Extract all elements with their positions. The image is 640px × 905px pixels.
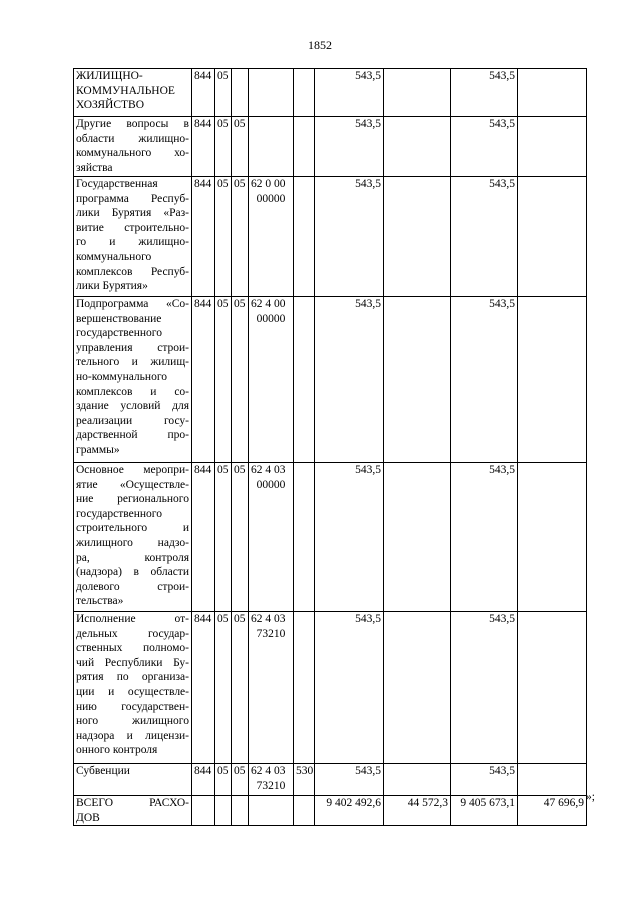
name-line: ного жилищного (76, 715, 189, 728)
cell-gr: 844 (192, 463, 215, 612)
name-line: но-коммунального (76, 370, 168, 383)
name-line: ДОВ (76, 811, 100, 824)
name-line: дельных государ- (76, 627, 189, 640)
name-line: коммунального (76, 250, 152, 263)
name-line: Подпрограмма «Со- (76, 298, 189, 310)
cell-sum-2 (384, 117, 451, 177)
cell-sum-2 (384, 463, 451, 612)
name-line: лики Бурятия «Раз- (76, 207, 189, 220)
csr-line: 62 4 03 (251, 613, 286, 625)
cell-sum-4 (518, 117, 587, 177)
name-line: управления строи- (76, 341, 189, 354)
cell-vr (294, 177, 315, 297)
cell-name (74, 796, 192, 826)
name-line: программа Респуб- (76, 192, 189, 205)
cell-rz: 05 (215, 297, 232, 463)
cell-csr (249, 69, 294, 117)
cell-name (74, 764, 192, 796)
name-line: ра, контроля (76, 551, 189, 564)
cell-sum-1: 9 402 492,6 (315, 796, 384, 826)
name-line: государственного (76, 327, 162, 340)
name-line: вершенствование (76, 312, 162, 325)
cell-sum-3: 543,5 (451, 297, 518, 463)
name-line: (надзора) в области (76, 566, 189, 579)
cell-pr: 05 (232, 463, 249, 612)
cell-rz: 05 (215, 117, 232, 177)
cell-pr: 05 (232, 764, 249, 796)
cell-vr (294, 117, 315, 177)
cell-pr: 05 (232, 117, 249, 177)
cell-csr (249, 764, 294, 796)
cell-name (74, 463, 192, 612)
name-line: ХОЗЯЙСТВО (76, 99, 144, 112)
name-line: ЖИЛИЩНО- (76, 70, 143, 82)
csr-line: 62 4 00 (251, 298, 286, 310)
cell-pr: 05 (232, 177, 249, 297)
cell-rz: 05 (215, 463, 232, 612)
cell-csr (249, 796, 294, 826)
table-row (74, 117, 587, 177)
table-row (74, 764, 587, 796)
name-line: КОММУНАЛЬНОЕ (76, 84, 175, 97)
cell-sum-1: 543,5 (315, 69, 384, 117)
cell-pr (232, 796, 249, 826)
cell-name (74, 612, 192, 764)
name-line: тельства» (76, 595, 124, 608)
cell-gr: 844 (192, 177, 215, 297)
cell-sum-2 (384, 69, 451, 117)
name-line: государственного (76, 507, 162, 520)
cell-vr (294, 297, 315, 463)
cell-vr (294, 612, 315, 764)
cell-sum-4 (518, 463, 587, 612)
csr-line: 62 4 03 (251, 464, 286, 476)
csr-line: 62 4 03 (251, 765, 286, 777)
cell-gr: 844 (192, 69, 215, 117)
cell-name (74, 297, 192, 463)
cell-sum-3: 543,5 (451, 463, 518, 612)
cell-sum-1: 543,5 (315, 177, 384, 297)
cell-sum-4 (518, 612, 587, 764)
cell-sum-3: 543,5 (451, 177, 518, 297)
cell-sum-2: 44 572,3 (384, 796, 451, 826)
cell-sum-4 (518, 69, 587, 117)
cell-sum-1: 543,5 (315, 764, 384, 796)
cell-sum-4 (518, 177, 587, 297)
name-line: комплексов Респуб- (76, 265, 189, 278)
table-row (74, 463, 587, 612)
cell-sum-1: 543,5 (315, 117, 384, 177)
csr-line: 62 0 00 (251, 178, 286, 190)
cell-sum-3: 543,5 (451, 69, 518, 117)
name-line: го и жилищно- (76, 236, 189, 249)
cell-vr (294, 796, 315, 826)
name-line: граммы» (76, 443, 120, 456)
cell-gr: 844 (192, 297, 215, 463)
csr-line: 73210 (256, 627, 286, 640)
table-row (74, 177, 587, 297)
cell-csr (249, 117, 294, 177)
cell-csr (249, 297, 294, 463)
cell-vr (294, 69, 315, 117)
cell-sum-4 (518, 764, 587, 796)
name-line: ВСЕГО РАСХО- (76, 797, 189, 809)
table-row (74, 69, 587, 117)
name-line: Субвенции (76, 765, 130, 777)
cell-sum-2 (384, 764, 451, 796)
name-line: рятия по организа- (76, 671, 189, 684)
table-row (74, 796, 587, 826)
name-line: реализации госу- (76, 414, 189, 427)
cell-sum-2 (384, 177, 451, 297)
cell-csr (249, 463, 294, 612)
table-row (74, 612, 587, 764)
cell-sum-2 (384, 297, 451, 463)
cell-rz (215, 796, 232, 826)
cell-vr (294, 463, 315, 612)
cell-name (74, 69, 192, 117)
cell-sum-3: 543,5 (451, 612, 518, 764)
name-line: Основное меропри- (76, 464, 189, 476)
name-line: лики Бурятия» (76, 280, 148, 293)
cell-rz: 05 (215, 177, 232, 297)
budget-table-body (74, 69, 587, 826)
name-line: дарственной про- (76, 429, 189, 442)
name-line: долевого строи- (76, 580, 189, 593)
name-line: ние регионального (76, 493, 189, 506)
name-line: Государственная (76, 178, 158, 190)
csr-line: 00000 (256, 478, 286, 491)
cell-pr: 05 (232, 297, 249, 463)
cell-sum-3: 9 405 673,1 (451, 796, 518, 826)
name-line: ственных полномо- (76, 642, 189, 655)
cell-gr: 844 (192, 764, 215, 796)
cell-pr (232, 69, 249, 117)
cell-name (74, 117, 192, 177)
cell-sum-4 (518, 297, 587, 463)
name-line: коммунального хо- (76, 147, 189, 160)
cell-csr (249, 177, 294, 297)
name-line: зяйства (76, 161, 113, 174)
name-line: тельного и жилищ- (76, 356, 189, 369)
name-line: витие строительно- (76, 221, 189, 234)
name-line: области жилищно- (76, 132, 189, 145)
cell-name (74, 177, 192, 297)
name-line: надзора и лицензи- (76, 729, 189, 742)
name-line: Другие вопросы в (76, 118, 189, 130)
name-line: Исполнение от- (76, 613, 189, 625)
name-line: комплексов и со- (76, 385, 189, 398)
name-line: ции и осуществле- (76, 685, 189, 698)
cell-gr (192, 796, 215, 826)
name-line: ятие «Осуществле- (76, 478, 189, 491)
name-line: онного контроля (76, 744, 158, 757)
name-line: нию государствен- (76, 700, 189, 713)
cell-sum-1: 543,5 (315, 297, 384, 463)
cell-gr: 844 (192, 612, 215, 764)
cell-rz: 05 (215, 612, 232, 764)
cell-sum-2 (384, 612, 451, 764)
table-row (74, 297, 587, 463)
csr-line: 00000 (256, 312, 286, 325)
csr-line: 00000 (256, 192, 286, 205)
cell-gr: 844 (192, 117, 215, 177)
name-line: жилищного надзо- (76, 536, 189, 549)
cell-csr (249, 612, 294, 764)
page-number: 1852 (308, 38, 332, 52)
cell-sum-3: 543,5 (451, 117, 518, 177)
cell-pr: 05 (232, 612, 249, 764)
cell-sum-1: 543,5 (315, 612, 384, 764)
name-line: строительного и (76, 522, 189, 535)
name-line: здание условий для (76, 400, 189, 413)
cell-rz: 05 (215, 764, 232, 796)
cell-sum-3: 543,5 (451, 764, 518, 796)
csr-line: 73210 (256, 779, 286, 792)
cell-sum-4: 47 696,9 (518, 796, 587, 826)
closing-quote-mark: »; (586, 791, 595, 803)
budget-table (73, 68, 587, 826)
cell-rz: 05 (215, 69, 232, 117)
name-line: чий Республики Бу- (76, 656, 189, 669)
cell-vr: 530 (294, 764, 315, 796)
cell-sum-1: 543,5 (315, 463, 384, 612)
